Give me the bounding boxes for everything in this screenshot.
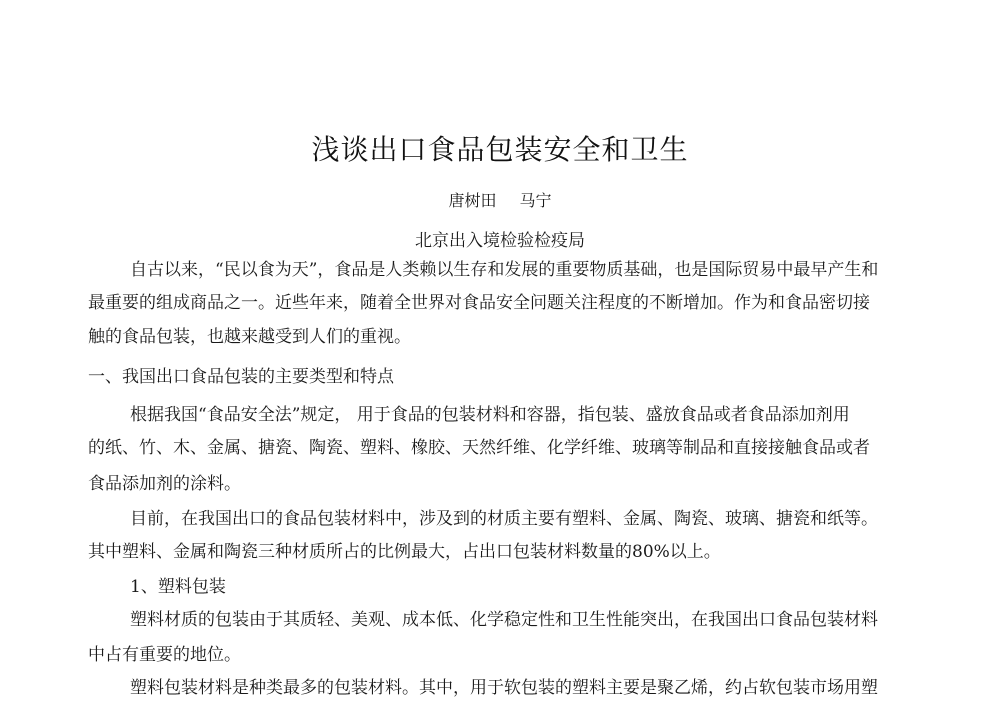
paragraph-line: 其中塑料、金属和陶瓷三种材质所占的比例最大，占出口包装材料数量的80%以上。 (88, 542, 721, 562)
authors: 唐树田 马宁 (448, 191, 552, 210)
paragraph-line: 塑料材质的包装由于其质轻、美观、成本低、化学稳定性和卫生性能突出，在我国出口食品包装材料 (130, 610, 878, 630)
section-heading: 一、我国出口食品包装的主要类型和特点 (88, 367, 394, 387)
page-title: 浅谈出口食品包装安全和卫生 (311, 133, 689, 166)
paragraph-line: 目前，在我国出口的食品包装材料中，涉及到的材质主要有塑料、金属、陶瓷、玻璃、搪瓷和纸等。 (130, 509, 878, 529)
affiliation: 北京出入境检验检疫局 (415, 231, 585, 251)
paragraph-line: 触的食品包装，也越来越受到人们的重视。 (88, 327, 411, 347)
paragraph-line: 自古以来，“民以食为天”，食品是人类赖以生存和发展的重要物质基础，也是国际贸易中最早产生和 (130, 260, 879, 280)
paragraph-line: 食品添加剂的涂料。 (88, 474, 241, 494)
subsection-heading: 1、塑料包装 (130, 577, 226, 597)
paragraph-line: 塑料包装材料是种类最多的包装材料。其中，用于软包装的塑料主要是聚乙烯，约占软包装市场用塑 (130, 678, 878, 698)
paragraph-line: 最重要的组成商品之一。近些年来，随着全世界对食品安全问题关注程度的不断增加。作为和食品密切接 (88, 293, 870, 313)
paragraph-line: 中占有重要的地位。 (88, 645, 241, 665)
paragraph-line: 的纸、竹、木、金属、搪瓷、陶瓷、塑料、橡胶、天然纤维、化学纤维、玻璃等制品和直接接触食品或者 (88, 438, 870, 458)
paragraph-line: 根据我国“食品安全法”规定， 用于食品的包装材料和容器，指包装、盛放食品或者食品添加剂用 (130, 405, 850, 425)
